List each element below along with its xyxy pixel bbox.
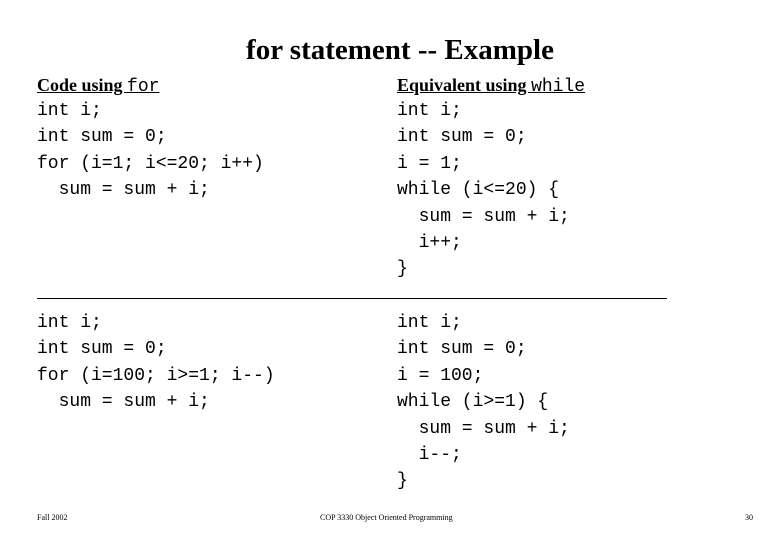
footer-page-number: 30 — [745, 513, 753, 522]
while-heading-text: Equivalent using — [397, 75, 532, 95]
while-heading-keyword: while — [531, 77, 586, 97]
code-line: while (i>=1) { — [397, 392, 549, 413]
for-heading-keyword: for — [127, 77, 160, 97]
code-line: for (i=100; i>=1; i--) — [37, 365, 275, 386]
code-line: sum = sum + i; — [397, 206, 570, 227]
code-line: } — [397, 471, 408, 492]
example2-while-column — [397, 310, 570, 495]
code-line: sum = sum + i; — [397, 418, 570, 439]
code-line: int i; — [37, 313, 102, 333]
example1-while-column — [397, 72, 585, 283]
code-line: int i; — [397, 313, 462, 333]
slide-title: for statement -- Example — [246, 34, 554, 66]
code-line: } — [397, 259, 408, 280]
code-line: i++; — [397, 232, 462, 253]
code-line: while (i<=20) { — [397, 180, 560, 201]
for-heading — [37, 72, 264, 98]
code-line: int sum = 0; — [397, 339, 527, 360]
code-line: sum = sum + i; — [37, 392, 210, 413]
code-line: int sum = 0; — [397, 127, 527, 148]
code-line: for (i=1; i<=20; i++) — [37, 153, 264, 174]
example1-for-column — [37, 72, 264, 204]
code-line: int sum = 0; — [37, 339, 167, 360]
code-line: int sum = 0; — [37, 127, 167, 148]
section-divider — [37, 298, 667, 299]
code-line: int i; — [397, 101, 462, 121]
footer-course: COP 3330 Object Oriented Programming — [320, 513, 453, 522]
while-heading — [397, 72, 585, 98]
code-line: sum = sum + i; — [37, 180, 210, 201]
code-line: int i; — [37, 101, 102, 121]
code-line: i--; — [397, 444, 462, 465]
example2-for-column — [37, 310, 275, 416]
for-heading-text: Code using — [37, 75, 128, 95]
code-line: i = 100; — [397, 365, 484, 386]
code-line: i = 1; — [397, 153, 462, 174]
footer-date: Fall 2002 — [37, 513, 68, 522]
